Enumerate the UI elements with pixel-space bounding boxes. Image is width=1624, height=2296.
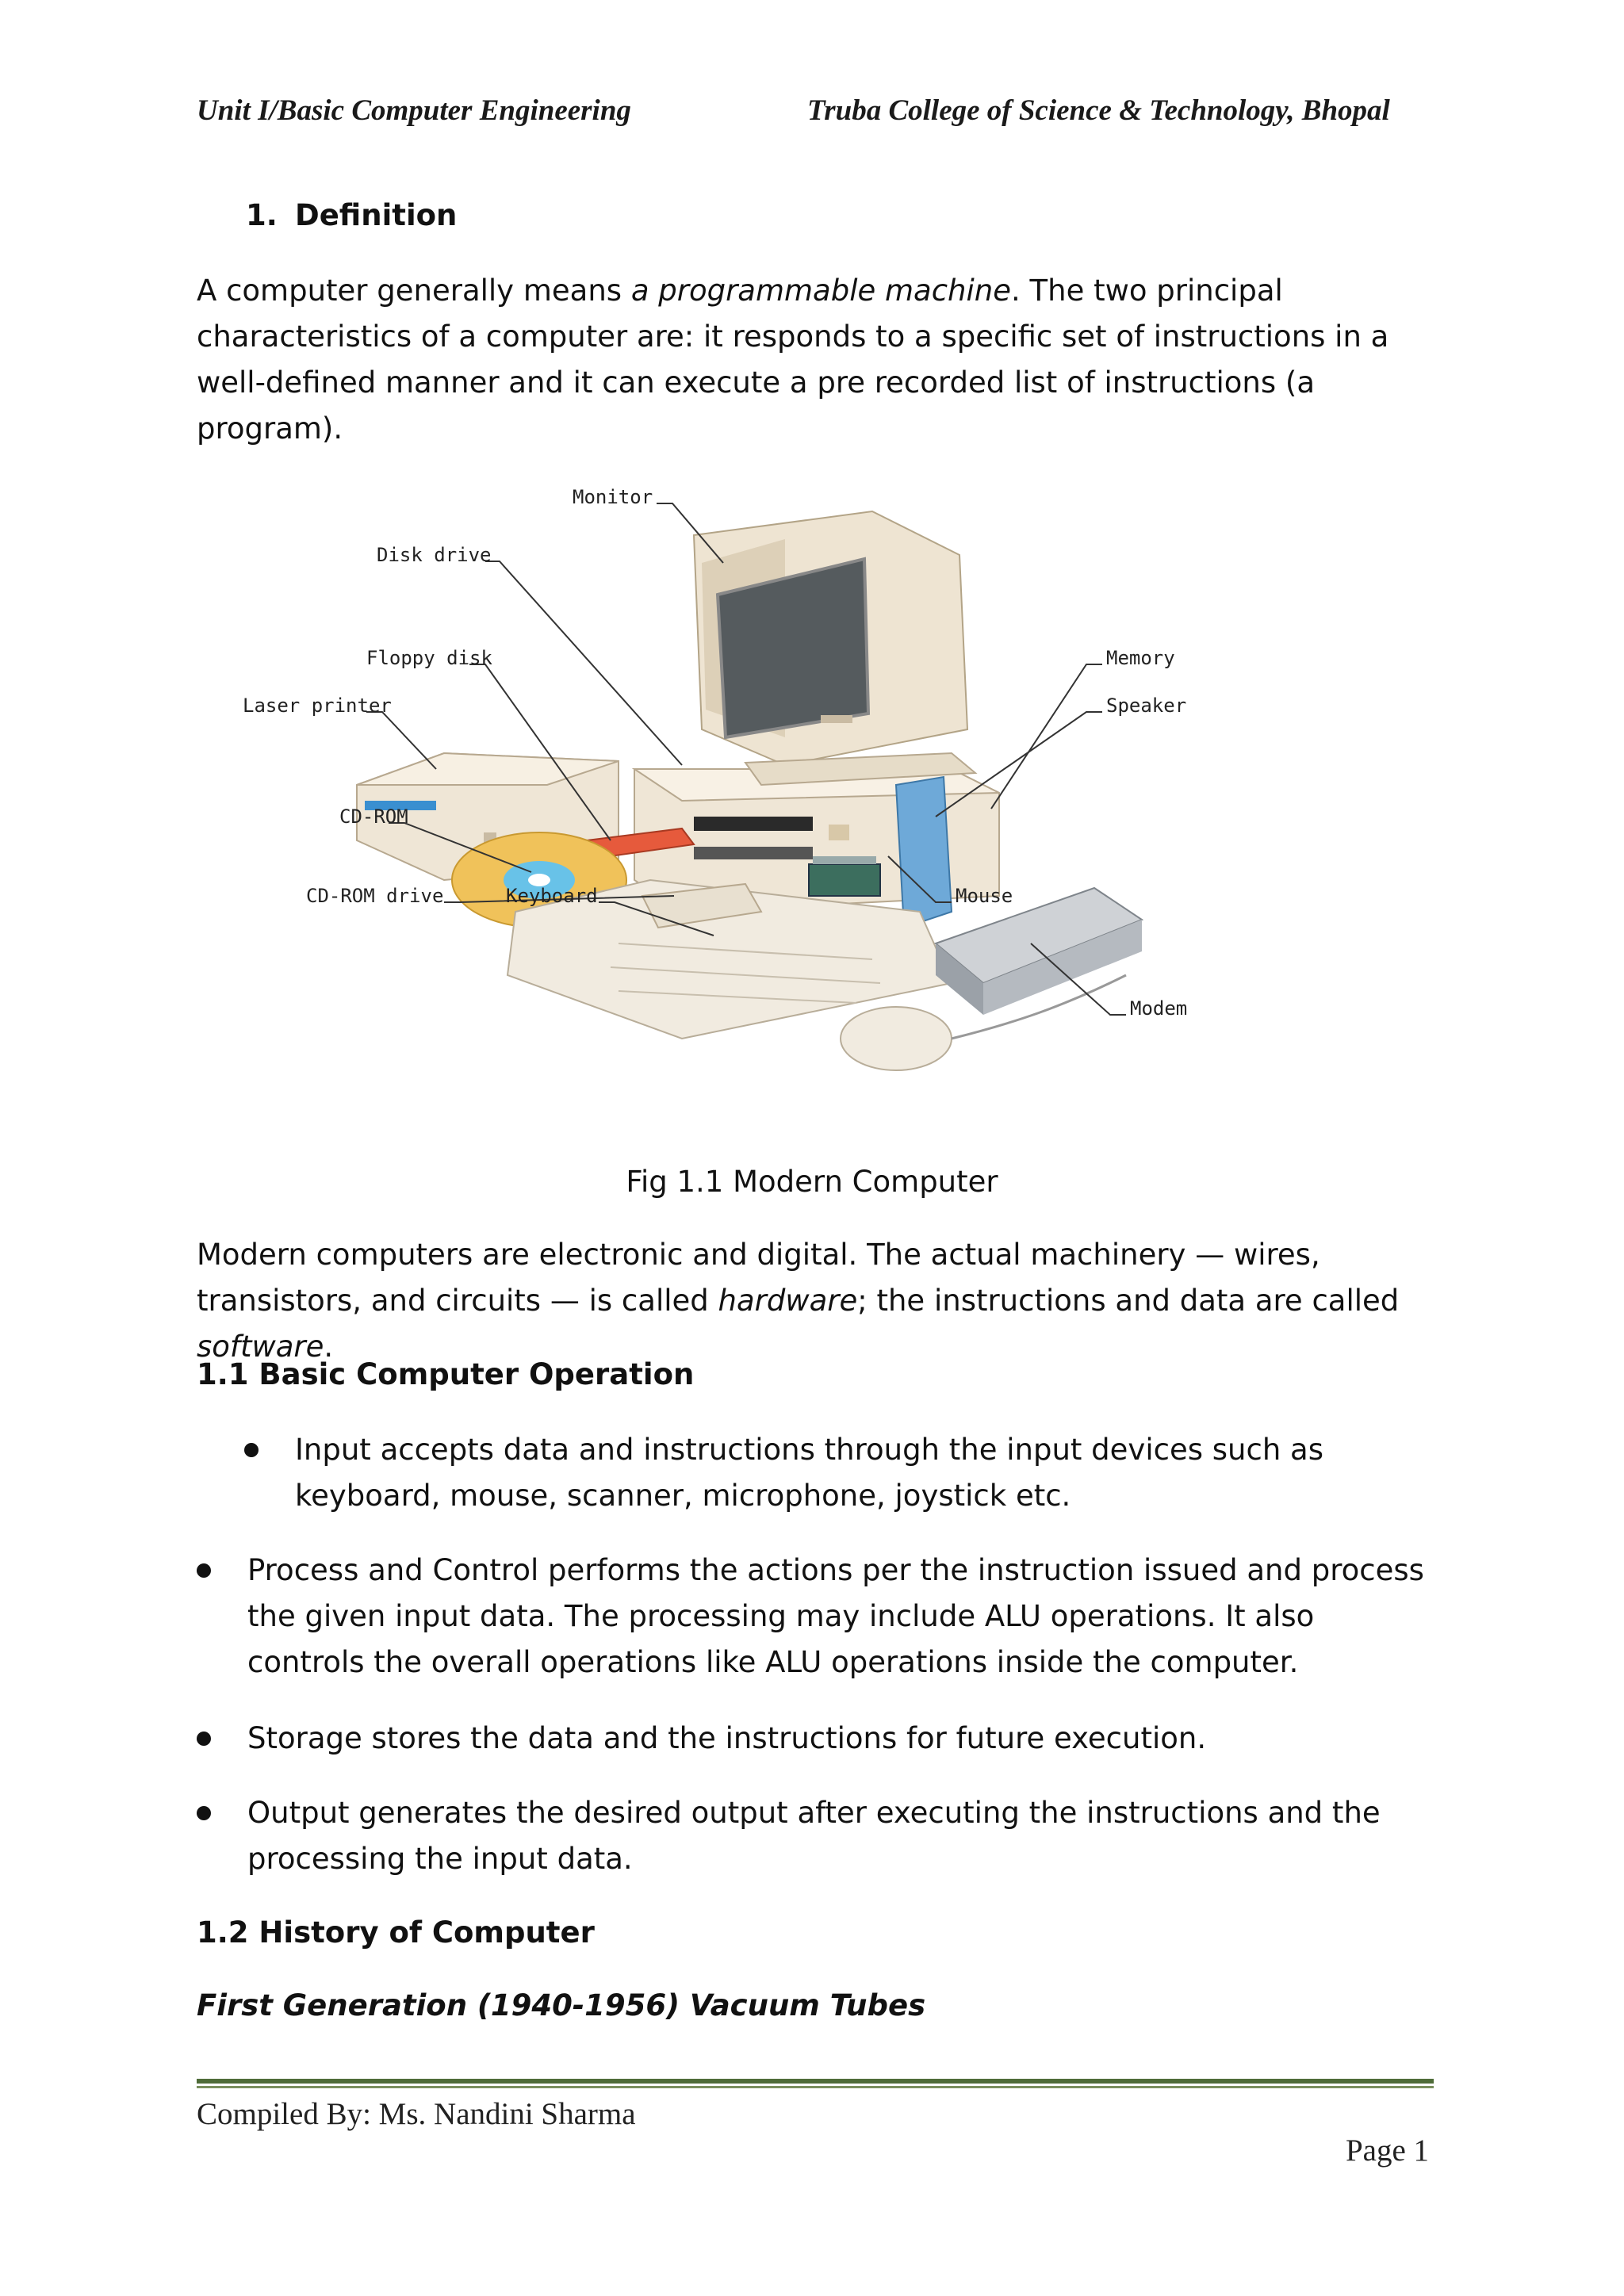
definition-paragraph: [197, 268, 1434, 452]
speaker-illustration: [896, 777, 952, 928]
monitor-illustration: [694, 511, 975, 785]
hardware-software-paragraph: [197, 1232, 1434, 1370]
label-modem: Modem: [1130, 997, 1188, 1020]
section-subtitle-first-generation: First Generation (1940-1956) Vacuum Tubes: [197, 1988, 926, 2022]
label-cd-rom-drive: CD-ROM drive: [306, 885, 444, 907]
label-speaker: Speaker: [1106, 695, 1187, 717]
label-keyboard: Keyboard: [506, 885, 598, 907]
definition-text-2: . The two principal characteristics of a computer are: it responds to a specific set of instructions in a well-defined manner and it can execute a pre recorded list of instructions (a program).: [197, 274, 1389, 446]
para2-text-2: ; the instructions and data are called: [857, 1284, 1400, 1318]
bullet-icon: [197, 1732, 211, 1746]
figure-caption: Fig 1.1 Modern Computer: [626, 1165, 998, 1199]
para2-software: software: [197, 1330, 324, 1364]
memory-illustration: [809, 856, 880, 896]
bullet-text-input: Input accepts data and instructions through the input devices such as keyboard, mouse, scanner, microphone, joystick etc.: [295, 1433, 1323, 1513]
para2-text-3: .: [324, 1330, 334, 1364]
bullet-text-storage: Storage stores the data and the instructions for future execution.: [247, 1721, 1207, 1755]
bullet-item: [247, 1716, 1437, 1762]
bullet-item: [247, 1790, 1437, 1882]
footer-page-number: Page 1: [1345, 2133, 1429, 2168]
label-monitor: Monitor: [573, 486, 653, 508]
bullet-item: [247, 1548, 1437, 1686]
section-title-basic-operation: 1.1 Basic Computer Operation: [197, 1357, 695, 1391]
footer-rule: [197, 2079, 1434, 2084]
label-memory: Memory: [1106, 647, 1175, 669]
label-laser-printer: Laser printer: [243, 695, 392, 717]
label-cd-rom: CD-ROM: [339, 806, 408, 828]
section-title-definition: Definition: [295, 198, 458, 232]
header-right: Truba College of Science & Technology, Bhopal: [807, 94, 1390, 127]
footer-rule-thin: [197, 2086, 1434, 2088]
computer-figure: [238, 468, 1237, 1102]
definition-italic: a programmable machine: [630, 274, 1012, 308]
para2-text-1: Modern computers are electronic and digital. The actual machinery — wires, transistors, and circuits — is called: [197, 1238, 1320, 1318]
bullet-item: [247, 1427, 1437, 1519]
mouse-illustration: [841, 1007, 952, 1070]
footer-compiled-by: Compiled By: Ms. Nandini Sharma: [197, 2097, 636, 2131]
definition-text-1: A computer generally means: [197, 274, 631, 308]
label-floppy-disk: Floppy disk: [366, 647, 492, 669]
label-mouse: Mouse: [956, 885, 1013, 907]
bullet-icon: [197, 1563, 211, 1578]
bullet-text-process: Process and Control performs the actions per the instruction issued and process the given input data. The processing may include ALU operations. It also controls the overall operations like ALU operations inside the computer.: [247, 1553, 1424, 1679]
para2-hardware: hardware: [718, 1284, 858, 1318]
computer-illustration: [238, 468, 1237, 1102]
bullet-icon: [244, 1443, 259, 1457]
label-disk-drive: Disk drive: [377, 544, 492, 566]
header-left: Unit I/Basic Computer Engineering: [197, 94, 631, 127]
bullet-text-output: Output generates the desired output after executing the instructions and the processing the input data.: [247, 1796, 1381, 1876]
section-number: 1.: [246, 198, 278, 232]
section-title-history: 1.2 History of Computer: [197, 1915, 595, 1950]
bullet-icon: [197, 1806, 211, 1820]
